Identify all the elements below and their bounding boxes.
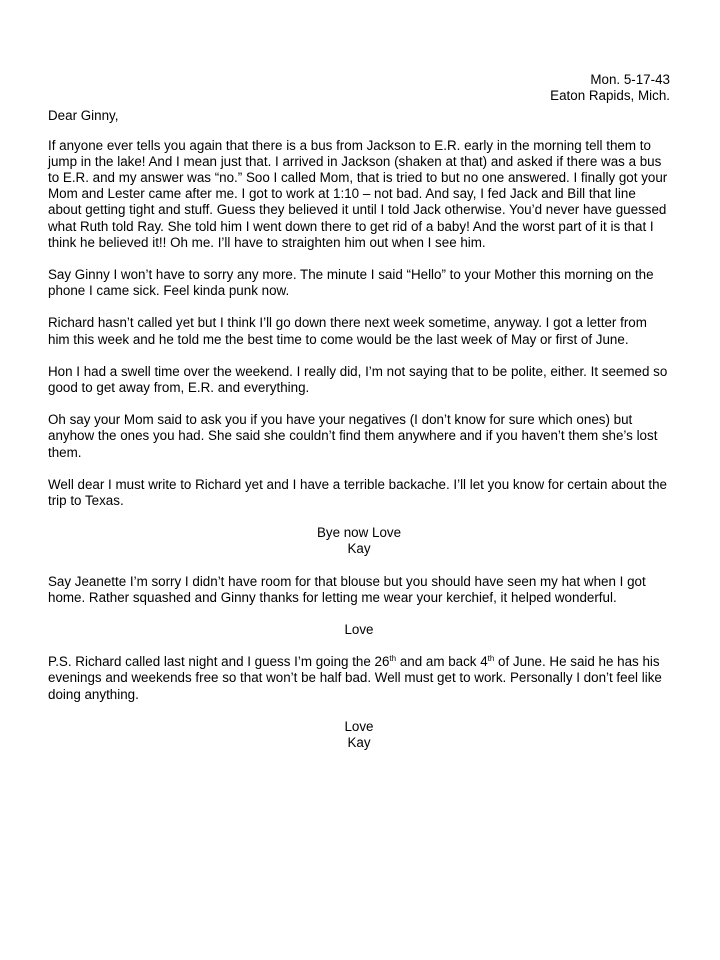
paragraph-bus-story: If anyone ever tells you again that there is a bus from Jackson to E.R. early in the morning tell them to jump in the lake! And I mean just that. I arrived in Jackson (shaken at that) and asked if there was a bus to E.R. and my answer was “no.” Soo I called Mom, that is tried to but no one answered. I finally got your Mom and Lester came after me. I got to work at 1:10 – not bad. And say, I fed Jack and Bill that line about getting tight and stuff. Guess they believed it until I told Jack otherwise. You’d never have guessed what Ruth told Ray. She told him I went down there to get rid of a baby! And the worst part of it is that I think he believed it!! Oh me. I’ll have to straighten him out when I see him. bbox=[48, 137, 668, 250]
signature: Kay bbox=[347, 541, 371, 557]
closing-line: Love bbox=[344, 622, 374, 638]
paragraph-negatives: Oh say your Mom said to ask you if you have your negatives (I don’t know for sure which ones) but anyhow the ones you had. She said she couldn’t find them anywhere and if you haven’t them she’s lost them. bbox=[48, 412, 658, 460]
paragraph-backache: Well dear I must write to Richard yet and I have a terrible backache. I’ll let you know for certain about the trip to Texas. bbox=[48, 476, 668, 509]
closing-line: Bye now Love bbox=[316, 525, 402, 541]
dateline bbox=[48, 72, 670, 104]
ps-superscript-26th: th bbox=[389, 654, 397, 664]
letter-date: Mon. 5-17-43 bbox=[590, 72, 670, 87]
paragraph-sick: Say Ginny I won’t have to sorry any more. The minute I said “Hello” to your Mother this morning on the phone I came sick. Feel kinda punk now. bbox=[48, 267, 654, 299]
letter-page bbox=[48, 72, 670, 767]
ps-text-part3: of June. He said he has his evenings and weekends free so that won’t be half bad. Well must get to work. Personally I don’t feel like doing anything. bbox=[48, 654, 662, 702]
closing-love bbox=[48, 622, 670, 638]
ps-superscript-4th: th bbox=[487, 654, 495, 664]
postscript-ps bbox=[48, 654, 670, 703]
signature: Kay bbox=[347, 735, 371, 751]
paragraph-weekend: Hon I had a swell time over the weekend. I really did, I’m not saying that to be polite, either. It seemed so good to get away from, E.R. and everything. bbox=[48, 363, 668, 396]
closing-final bbox=[48, 719, 670, 751]
letter-place: Eaton Rapids, Mich. bbox=[550, 88, 670, 104]
ps-text-part2: and am back 4 bbox=[396, 654, 488, 670]
closing-bye-now bbox=[48, 525, 670, 557]
postscript-jeanette: Say Jeanette I’m sorry I didn’t have room for that blouse but you should have seen my hat when I got home. Rather squashed and Ginny thanks for letting me wear your kerchief, it helped wonderful. bbox=[48, 573, 646, 605]
greeting: Dear Ginny, bbox=[48, 108, 119, 124]
paragraph-richard: Richard hasn’t called yet but I think I’ll go down there next week sometime, anyway. I got a letter from him this week and he told me the best time to come would be the last week of May or first of June. bbox=[48, 315, 647, 347]
ps-text-part1: P.S. Richard called last night and I guess I’m going the 26 bbox=[48, 654, 390, 670]
closing-line: Love bbox=[344, 718, 374, 734]
